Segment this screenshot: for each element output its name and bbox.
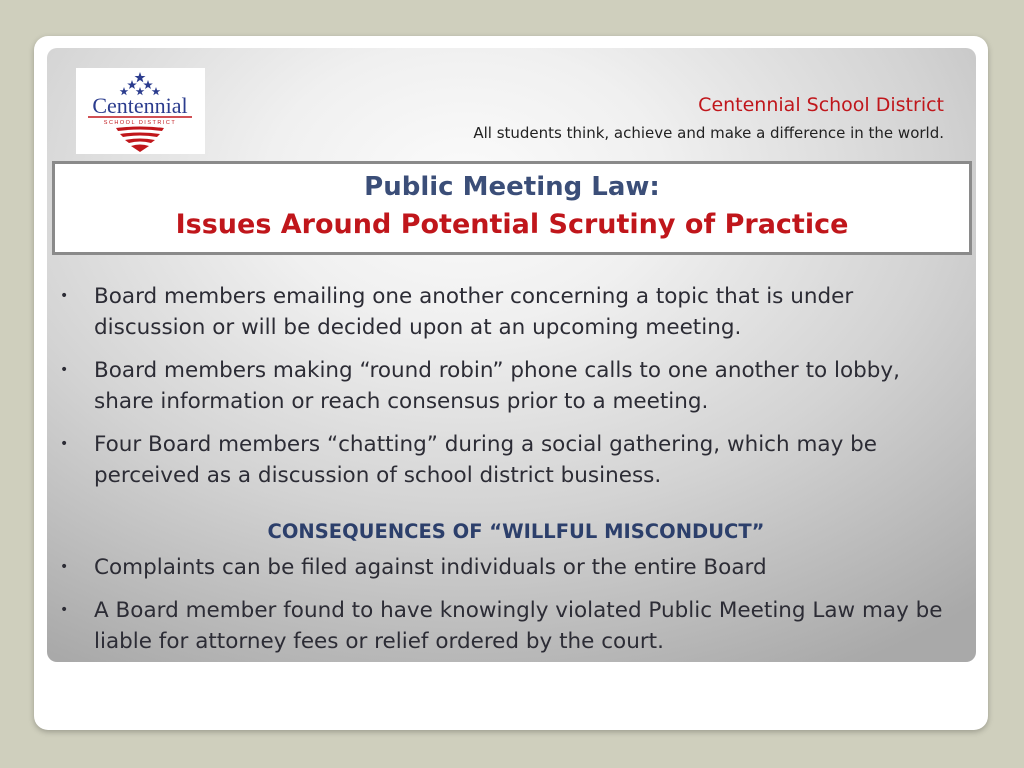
bullet-icon: • (60, 436, 69, 452)
svg-text:Centennial: Centennial (92, 93, 188, 118)
svg-text:SCHOOL DISTRICT: SCHOOL DISTRICT (103, 120, 177, 126)
bullet-icon: • (60, 559, 69, 575)
district-name: Centennial School District (698, 94, 944, 116)
slide-title: Public Meeting Law: (364, 172, 660, 202)
list-item: • Four Board members “chatting” during a social gathering, which may be perceived as a discussion of school district business. (56, 429, 956, 491)
slide-subtitle: Issues Around Potential Scrutiny of Practice (175, 209, 849, 240)
bullet-icon: • (60, 602, 69, 618)
bullet-list-examples (56, 281, 956, 503)
slide-title-box (52, 161, 972, 255)
stars-and-stripes-logo-icon (76, 68, 205, 154)
list-item: • A Board member found to have knowingly violated Public Meeting Law may be liable for attorney fees or relief ordered by the court. (56, 595, 956, 657)
list-item: • Complaints can be filed against individuals or the entire Board (56, 552, 956, 583)
list-item: • Board members making “round robin” phone calls to one another to lobby, share information or reach consensus prior to a meeting. (56, 355, 956, 417)
district-logo (76, 68, 205, 154)
list-item: • Board members emailing one another concerning a topic that is under discussion or will be decided upon at an upcoming meeting. (56, 281, 956, 343)
consequences-heading: CONSEQUENCES OF “WILLFUL MISCONDUCT” (267, 520, 765, 543)
bullet-icon: • (60, 362, 69, 378)
bullet-list-consequences (56, 552, 956, 669)
district-tagline: All students think, achieve and make a difference in the world. (473, 124, 944, 142)
bullet-icon: • (60, 288, 69, 304)
